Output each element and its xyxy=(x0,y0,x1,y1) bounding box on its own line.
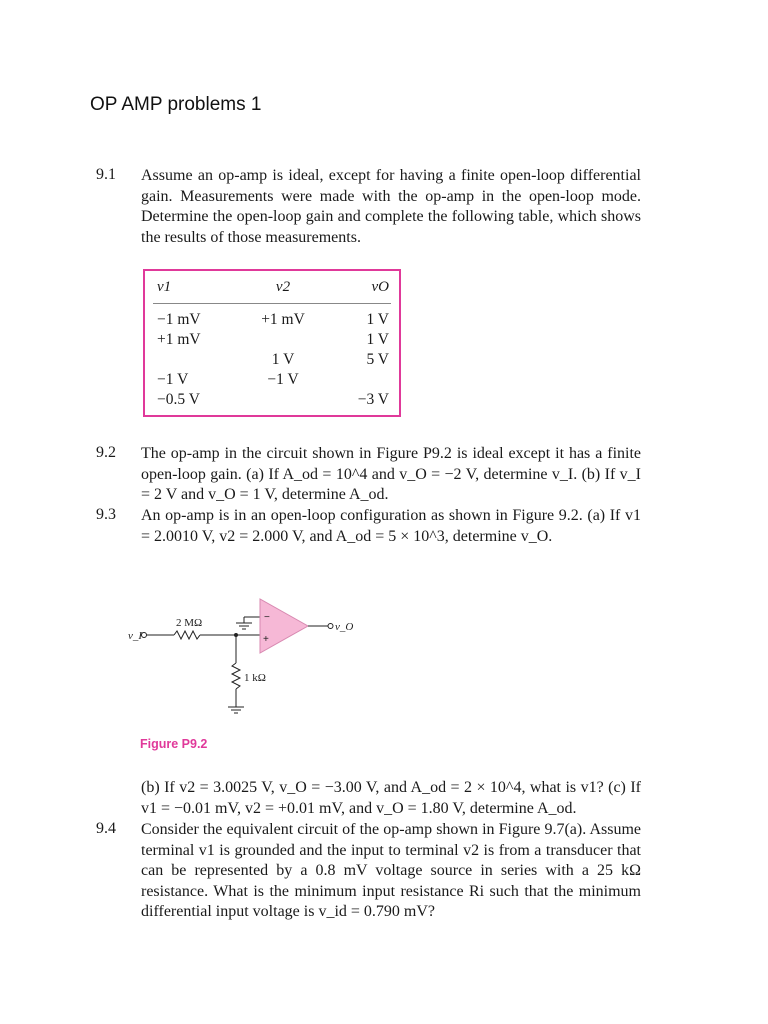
resistor-2m-icon xyxy=(174,631,200,639)
header-v1: v1 xyxy=(157,279,172,295)
table-row xyxy=(145,371,399,391)
problem-number: 9.3 xyxy=(96,506,116,523)
header-v2: v2 xyxy=(275,279,291,295)
cell: 5 V xyxy=(366,351,389,368)
r1-label: 2 MΩ xyxy=(176,617,203,629)
r2-label: 1 kΩ xyxy=(244,672,266,684)
problem-number: 9.1 xyxy=(96,166,116,183)
cell: −0.5 V xyxy=(157,391,200,408)
cell: 1 V xyxy=(366,331,389,348)
cell: 1 V xyxy=(366,311,389,328)
problem-text: Consider the equivalent circuit of the op-amp shown in Figure 9.7(a). Assume terminal v1 is grounded and the input to terminal v2 is from a transducer that can be represented by a 0.8 mV voltage source in series with a 25 kΩ resistance. What is the minimum input resistance Ri such that the minimum differential input voltage is v_id = 0.790 mV? xyxy=(141,821,641,920)
cell: −1 V xyxy=(157,371,189,388)
output-label: v_O xyxy=(335,621,354,633)
table-rule xyxy=(153,303,391,304)
table-row xyxy=(145,331,399,351)
cell: +1 mV xyxy=(261,311,305,328)
problem-number: 9.4 xyxy=(96,820,116,837)
circuit-diagram xyxy=(128,595,368,725)
cell: −1 V xyxy=(267,371,299,388)
measurement-table xyxy=(143,269,401,417)
cell: 1 V xyxy=(271,351,295,368)
problem-number: 9.2 xyxy=(96,444,116,461)
minus-label: − xyxy=(264,612,270,623)
cell: −3 V xyxy=(357,391,389,408)
table-row xyxy=(145,391,399,411)
cell: +1 mV xyxy=(157,331,201,348)
page-title: OP AMP problems 1 xyxy=(90,94,262,115)
table-row xyxy=(145,311,399,331)
cell: −1 mV xyxy=(157,311,201,328)
table-header xyxy=(145,279,399,301)
input-terminal xyxy=(142,633,147,638)
problem-text: Assume an op-amp is ideal, except for having a finite open-loop differential gain. Measurements were made with the op-amp in the open-loop mode. Determine the open-loop gain and complete the following table, which shows the results of those measurements. xyxy=(141,167,641,246)
output-terminal xyxy=(328,624,333,629)
problem-text: The op-amp in the circuit shown in Figure P9.2 is ideal except it has a finite open-loop gain. (a) If A_od = 10^4 and v_O = −2 V, determine v_I. (b) If v_I = 2 V and v_O = 1 V, determine A_od. xyxy=(141,445,641,503)
figure-caption: Figure P9.2 xyxy=(140,737,208,751)
problem-continuation: (b) If v2 = 3.0025 V, v_O = −3.00 V, and A_od = 2 × 10^4, what is v1? (c) If v1 = −0.01 mV, v2 = +0.01 mV, and v_O = 1.80 V, determine A_od. xyxy=(141,779,641,817)
problem-text: An op-amp is in an open-loop configuration as shown in Figure 9.2. (a) If v1 = 2.0010 V, v2 = 2.000 V, and A_od = 5 × 10^3, determine v_O. xyxy=(141,507,641,545)
plus-label: + xyxy=(263,634,269,645)
header-vo: vO xyxy=(371,279,389,295)
table-row xyxy=(145,351,399,371)
resistor-1k-icon xyxy=(232,663,240,689)
input-label: v_I xyxy=(128,630,143,642)
